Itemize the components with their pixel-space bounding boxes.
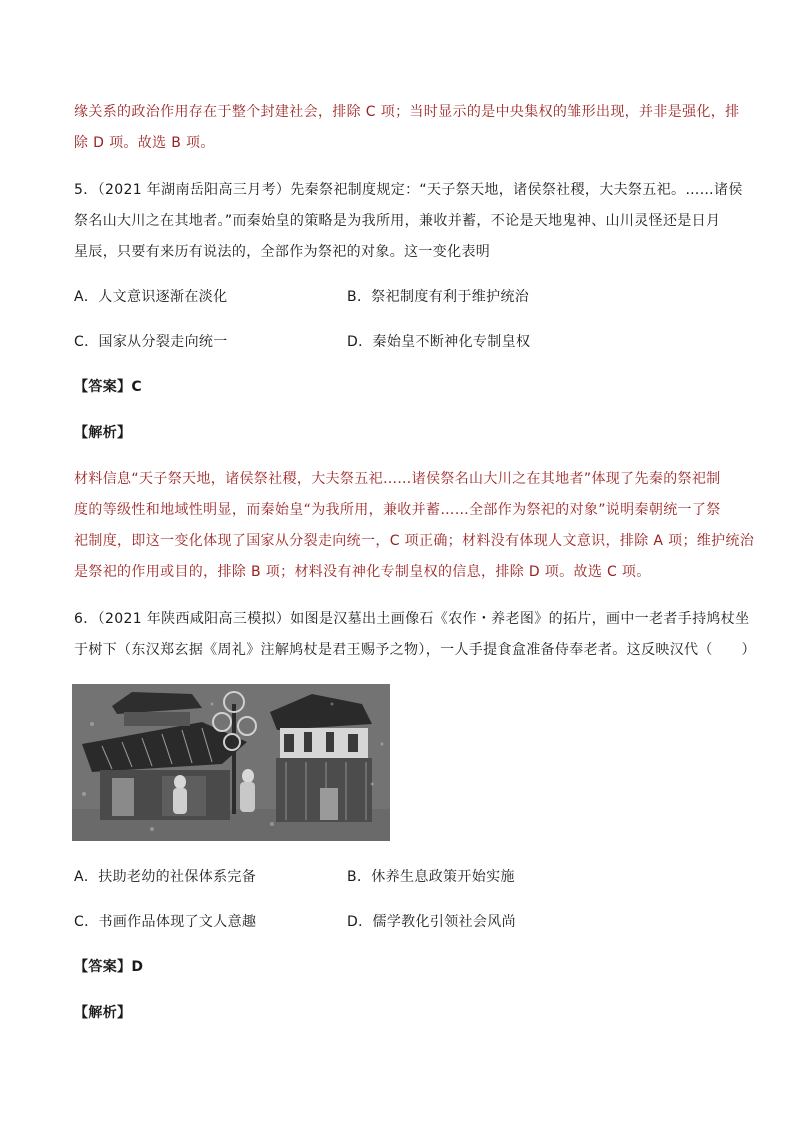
analysis-line: 材料信息“天子祭天地，诸侯祭社稷，大夫祭五祀……诸侯祭名山大川之在其地者”体现了先秦的祭祀制 xyxy=(74,471,721,487)
option-b: B．祭祀制度有利于维护统治 xyxy=(347,289,530,305)
question-stem-line: 5．（2021 年湖南岳阳高三月考）先秦祭祀制度规定：“天子祭天地，诸侯祭社稷，大夫祭五祀。……诸侯 xyxy=(74,182,743,198)
rubbing-illustration xyxy=(72,684,390,841)
analysis-label: 【解析】 xyxy=(74,1005,132,1021)
option-d: D．儒学教化引领社会风尚 xyxy=(347,914,516,930)
question-stem-line: 星辰，只要有来历有说法的，全部作为祭祀的对象。这一变化表明 xyxy=(74,244,491,260)
option-d: D．秦始皇不断神化专制皇权 xyxy=(347,334,531,350)
analysis-line: 度的等级性和地域性明显，而秦始皇“为我所用，兼收并蓄……全部作为祭祀的对象”说明秦朝统一了祭 xyxy=(74,502,721,518)
analysis-line: 是祭祀的作用或目的，排除 B 项；材料没有神化专制皇权的信息，排除 D 项。故选 C 项。 xyxy=(74,564,651,580)
prev-explanation-line: 除 D 项。故选 B 项。 xyxy=(74,135,215,151)
question-stem-line: 6．（2021 年陕西咸阳高三模拟）如图是汉墓出土画像石《农作・养老图》的拓片，画中一老者手持鸠杖坐 xyxy=(74,611,750,627)
option-a: A．扶助老幼的社保体系完备 xyxy=(74,869,257,885)
question-stem-line: 于树下（东汉郑玄据《周礼》注解鸠杖是君王赐予之物），一人手提食盒准备侍奉老者。这反映汉代（ ） xyxy=(74,642,756,658)
answer-label: 【答案】D xyxy=(74,959,144,975)
option-b: B．休养生息政策开始实施 xyxy=(347,869,515,885)
option-c: C．国家从分裂走向统一 xyxy=(74,334,228,350)
stone-rubbing-image xyxy=(72,684,390,841)
option-c: C．书画作品体现了文人意趣 xyxy=(74,914,257,930)
answer-label: 【答案】C xyxy=(74,379,143,395)
option-a: A．人文意识逐渐在淡化 xyxy=(74,289,228,305)
prev-explanation-line: 缘关系的政治作用存在于整个封建社会，排除 C 项；当时显示的是中央集权的雏形出现，并非是强化，排 xyxy=(74,104,740,120)
analysis-label: 【解析】 xyxy=(74,425,132,441)
question-stem-line: 祭名山大川之在其地者。”而秦始皇的策略是为我所用，兼收并蓄，不论是天地鬼神、山川灵怪还是日月 xyxy=(74,213,721,229)
analysis-line: 祀制度，即这一变化体现了国家从分裂走向统一，C 项正确；材料没有体现人文意识，排除 A 项；维护统治 xyxy=(74,533,755,549)
